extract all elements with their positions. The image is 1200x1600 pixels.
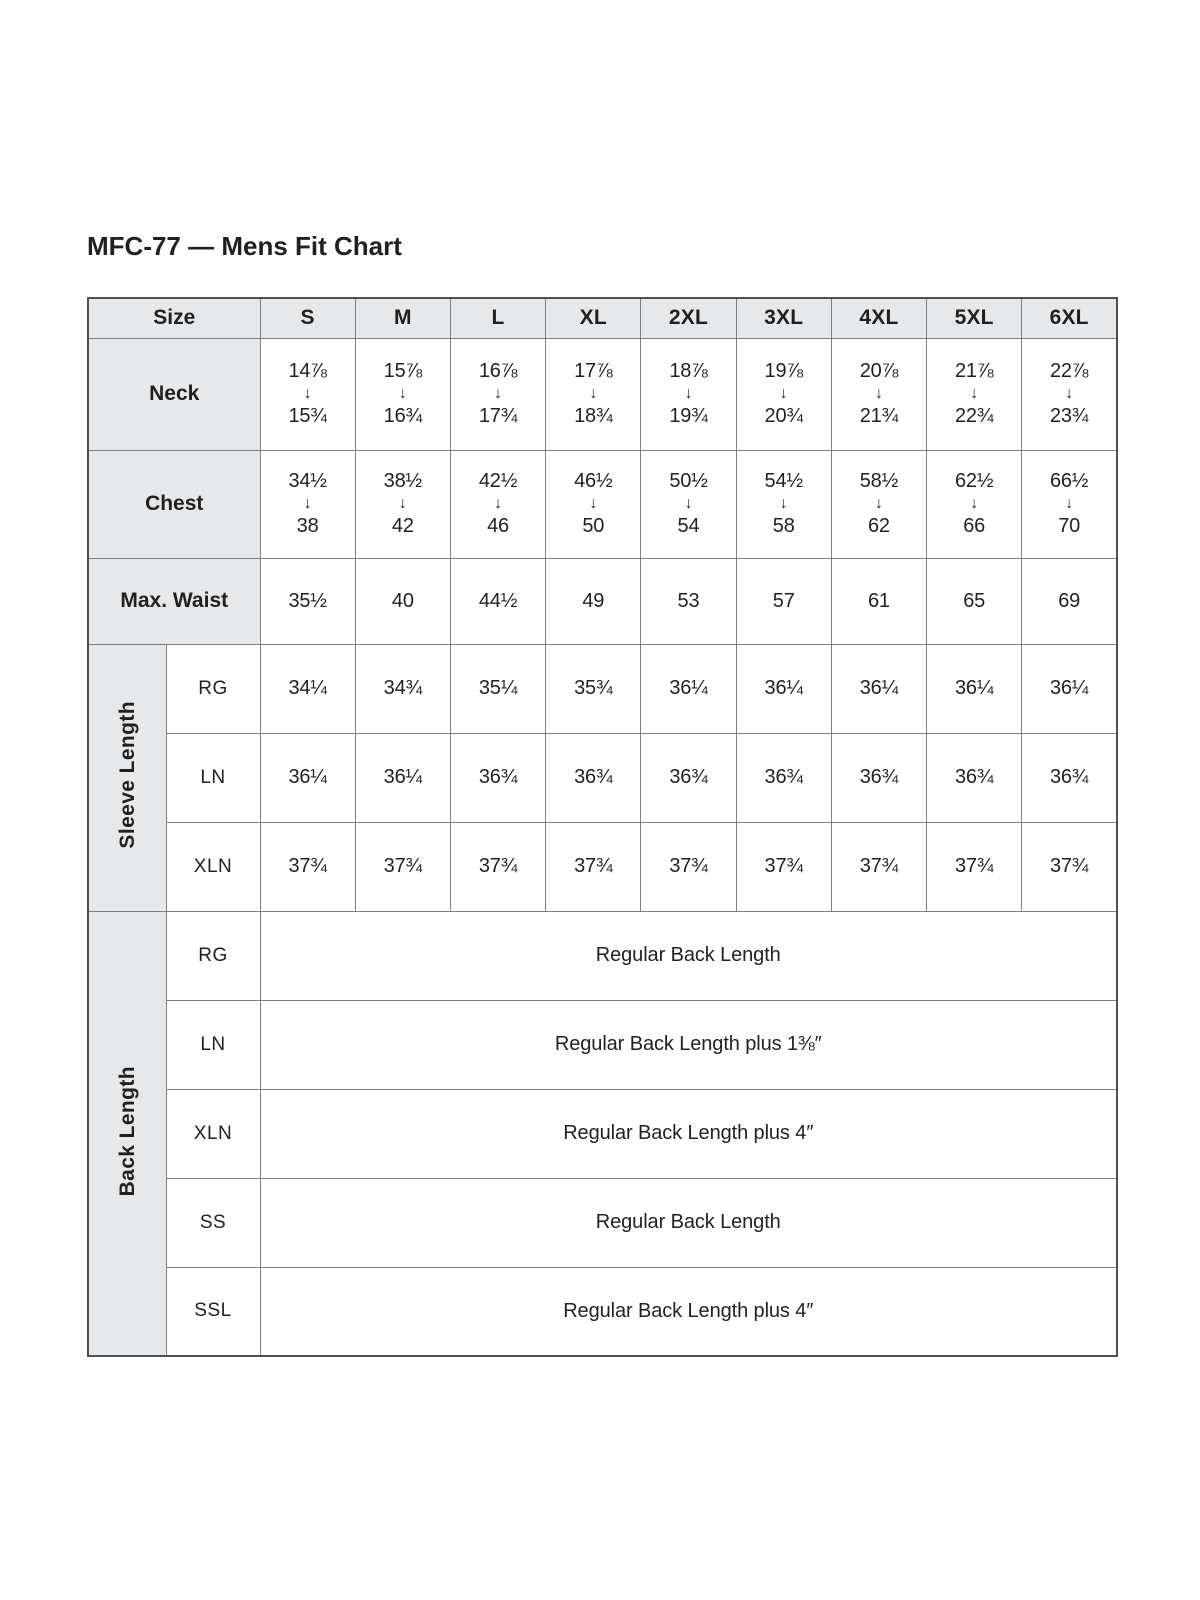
value-cell: 34¾ — [355, 644, 450, 733]
range-cell — [450, 450, 545, 558]
range-from-value: 19⅞ — [764, 360, 803, 383]
sub-row-label: LN — [166, 1000, 260, 1089]
range-cell — [260, 338, 355, 450]
range-to-value: 16¾ — [383, 404, 422, 427]
table-row — [88, 822, 1117, 911]
range-to-value: 17¾ — [478, 404, 518, 427]
value-cell: 37¾ — [355, 822, 450, 911]
range-cell — [546, 338, 641, 450]
sub-row-label: XLN — [166, 822, 260, 911]
value-cell: 36¾ — [450, 733, 545, 822]
range-from-value: 46½ — [574, 470, 613, 493]
range-from-value: 17⅞ — [574, 360, 613, 383]
value-cell: 37¾ — [736, 822, 831, 911]
value-cell: 44½ — [450, 558, 545, 644]
back-length-note-cell: Regular Back Length plus 4″ — [260, 1267, 1117, 1356]
range-cell — [927, 338, 1022, 450]
range-to-value: 21¾ — [859, 404, 899, 427]
range-to-value: 15¾ — [288, 404, 327, 427]
back-length-note-cell: Regular Back Length plus 1⅜″ — [260, 1000, 1117, 1089]
value-cell: 37¾ — [641, 822, 736, 911]
group-label — [88, 911, 166, 1356]
sub-row-label: XLN — [166, 1089, 260, 1178]
sub-row-label: SS — [166, 1178, 260, 1267]
size-header-cell: M — [355, 298, 450, 338]
range-cell — [1022, 338, 1117, 450]
value-cell: 40 — [355, 558, 450, 644]
size-header-cell: S — [260, 298, 355, 338]
sub-row-label: SSL — [166, 1267, 260, 1356]
range-to-value: 23¾ — [1049, 404, 1089, 427]
value-cell: 36¾ — [927, 733, 1022, 822]
table-row — [88, 450, 1117, 558]
down-arrow-icon: ↓ — [684, 385, 693, 403]
range-cell — [546, 450, 641, 558]
table-row — [88, 1267, 1117, 1356]
value-cell: 36¾ — [641, 733, 736, 822]
size-header-cell: 5XL — [927, 298, 1022, 338]
range-cell — [736, 338, 831, 450]
table-row — [88, 338, 1117, 450]
range-from-value: 38½ — [383, 470, 422, 493]
size-header-cell: 2XL — [641, 298, 736, 338]
range-from-value: 66½ — [1049, 470, 1089, 493]
table-row — [88, 1089, 1117, 1178]
range-from-value: 21⅞ — [954, 360, 994, 383]
range-cell — [1022, 450, 1117, 558]
range-to-value: 70 — [1058, 514, 1081, 537]
down-arrow-icon: ↓ — [398, 385, 407, 403]
down-arrow-icon: ↓ — [1065, 495, 1074, 513]
range-cell — [260, 450, 355, 558]
back-length-note-cell: Regular Back Length — [260, 911, 1117, 1000]
value-cell: 36¼ — [1022, 644, 1117, 733]
value-cell: 49 — [546, 558, 641, 644]
down-arrow-icon: ↓ — [589, 495, 598, 513]
group-label-text: Sleeve Length — [115, 701, 139, 849]
range-from-value: 16⅞ — [478, 360, 518, 383]
value-cell: 37¾ — [927, 822, 1022, 911]
table-row — [88, 911, 1117, 1000]
down-arrow-icon: ↓ — [970, 495, 979, 513]
value-cell: 65 — [927, 558, 1022, 644]
group-label — [88, 644, 166, 911]
range-cell — [641, 450, 736, 558]
value-cell: 36¼ — [641, 644, 736, 733]
down-arrow-icon: ↓ — [303, 385, 312, 403]
range-to-value: 20¾ — [764, 404, 803, 427]
value-cell: 35¾ — [546, 644, 641, 733]
down-arrow-icon: ↓ — [684, 495, 693, 513]
range-from-value: 15⅞ — [383, 360, 422, 383]
down-arrow-icon: ↓ — [779, 385, 788, 403]
table-row — [88, 644, 1117, 733]
down-arrow-icon: ↓ — [398, 495, 407, 513]
sub-row-label: RG — [166, 911, 260, 1000]
value-cell: 53 — [641, 558, 736, 644]
value-cell: 36¼ — [736, 644, 831, 733]
table-row — [88, 733, 1117, 822]
row-label: Chest — [88, 450, 260, 558]
value-cell: 36¼ — [927, 644, 1022, 733]
value-cell: 35¼ — [450, 644, 545, 733]
range-cell — [355, 338, 450, 450]
page-title: MFC-77 — Mens Fit Chart — [87, 231, 402, 261]
sub-row-label: LN — [166, 733, 260, 822]
value-cell: 37¾ — [450, 822, 545, 911]
down-arrow-icon: ↓ — [494, 385, 502, 403]
range-from-value: 42½ — [478, 470, 518, 493]
range-from-value: 14⅞ — [288, 360, 327, 383]
range-to-value: 62 — [867, 514, 890, 537]
value-cell: 36¼ — [355, 733, 450, 822]
value-cell: 36¾ — [546, 733, 641, 822]
range-cell — [641, 338, 736, 450]
range-from-value: 58½ — [859, 470, 899, 493]
size-header-cell: 4XL — [831, 298, 926, 338]
value-cell: 36¼ — [831, 644, 926, 733]
range-to-value: 22¾ — [954, 404, 994, 427]
size-header-cell: 6XL — [1022, 298, 1117, 338]
down-arrow-icon: ↓ — [1065, 385, 1074, 403]
size-header-cell: 3XL — [736, 298, 831, 338]
range-to-value: 46 — [487, 514, 509, 537]
table-row — [88, 558, 1117, 644]
value-cell: 69 — [1022, 558, 1117, 644]
table-row — [88, 1178, 1117, 1267]
table-row — [88, 1000, 1117, 1089]
range-cell — [736, 450, 831, 558]
range-to-value: 66 — [963, 514, 986, 537]
range-to-value: 42 — [391, 514, 414, 537]
down-arrow-icon: ↓ — [589, 385, 598, 403]
value-cell: 34¼ — [260, 644, 355, 733]
back-length-note-cell: Regular Back Length — [260, 1178, 1117, 1267]
value-cell: 37¾ — [1022, 822, 1117, 911]
size-column-header: Size — [88, 298, 260, 338]
value-cell: 36¾ — [1022, 733, 1117, 822]
fit-chart-table-body — [88, 298, 1117, 1356]
down-arrow-icon: ↓ — [875, 385, 883, 403]
range-cell — [831, 338, 926, 450]
range-from-value: 54½ — [764, 470, 803, 493]
value-cell: 37¾ — [831, 822, 926, 911]
value-cell: 36¾ — [831, 733, 926, 822]
value-cell: 37¾ — [546, 822, 641, 911]
down-arrow-icon: ↓ — [494, 495, 502, 513]
down-arrow-icon: ↓ — [779, 495, 788, 513]
down-arrow-icon: ↓ — [875, 495, 883, 513]
value-cell: 57 — [736, 558, 831, 644]
range-to-value: 18¾ — [574, 404, 613, 427]
range-from-value: 50½ — [669, 470, 708, 493]
range-to-value: 19¾ — [669, 404, 708, 427]
down-arrow-icon: ↓ — [970, 385, 979, 403]
value-cell: 35½ — [260, 558, 355, 644]
range-from-value: 22⅞ — [1049, 360, 1089, 383]
value-cell: 37¾ — [260, 822, 355, 911]
range-from-value: 34½ — [288, 470, 327, 493]
row-label: Neck — [88, 338, 260, 450]
back-length-note-cell: Regular Back Length plus 4″ — [260, 1089, 1117, 1178]
range-cell — [450, 338, 545, 450]
value-cell: 36¾ — [736, 733, 831, 822]
range-to-value: 58 — [772, 514, 795, 537]
range-to-value: 54 — [677, 514, 700, 537]
group-label-text: Back Length — [115, 1065, 139, 1196]
range-from-value: 62½ — [954, 470, 994, 493]
down-arrow-icon: ↓ — [303, 495, 312, 513]
range-to-value: 50 — [582, 514, 605, 537]
range-from-value: 18⅞ — [669, 360, 708, 383]
range-cell — [355, 450, 450, 558]
range-cell — [927, 450, 1022, 558]
header-row — [88, 298, 1117, 338]
range-from-value: 20⅞ — [859, 360, 899, 383]
range-cell — [831, 450, 926, 558]
size-header-cell: XL — [546, 298, 641, 338]
range-to-value: 38 — [296, 514, 319, 537]
value-cell: 36¼ — [260, 733, 355, 822]
size-header-cell: L — [450, 298, 545, 338]
row-label: Max. Waist — [88, 558, 260, 644]
value-cell: 61 — [831, 558, 926, 644]
fit-chart-table — [87, 297, 1118, 1357]
sub-row-label: RG — [166, 644, 260, 733]
